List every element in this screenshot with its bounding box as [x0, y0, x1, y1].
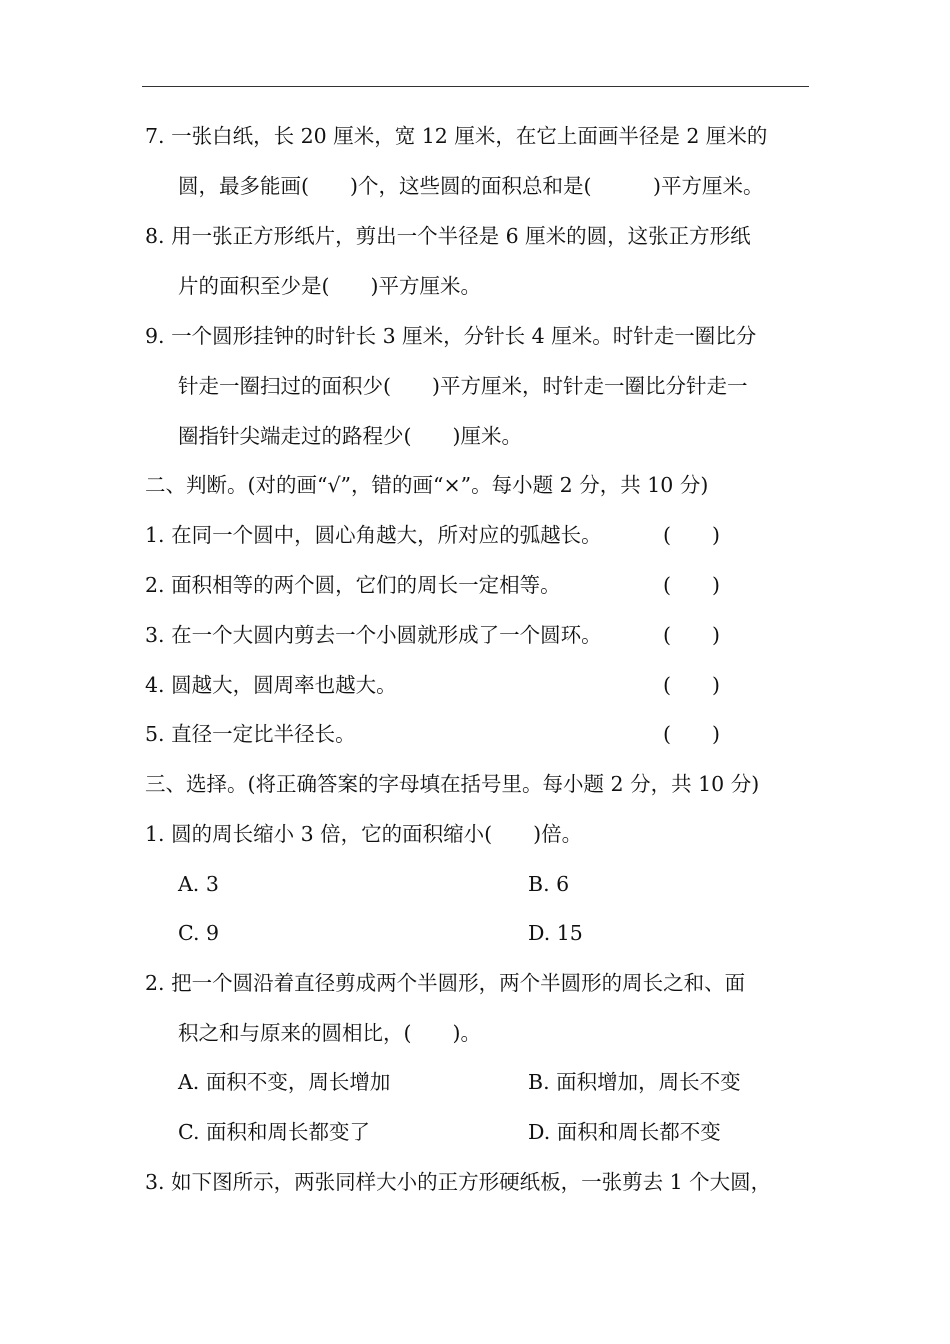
- judge-answer-1[interactable]: ( ): [663, 523, 720, 547]
- q8-text-1: 用一张正方形纸片，剪出一个半径是 6 厘米的圆，这张正方形纸: [171, 224, 751, 248]
- choice-q2-option-d[interactable]: D. 面积和周长都不变: [528, 1120, 721, 1144]
- q9-line1: [145, 322, 756, 350]
- q7-text-1: 一张白纸，长 20 厘米，宽 12 厘米，在它上面画半径是 2 厘米的: [171, 124, 768, 148]
- judge-answer-3[interactable]: ( ): [663, 623, 720, 647]
- choice-q1-option-c[interactable]: C. 9: [178, 921, 220, 945]
- q7-line2: 圆，最多能画( )个，这些圆的面积总和是( )平方厘米。: [178, 174, 764, 198]
- q9-text-1: 一个圆形挂钟的时针长 3 厘米，分针长 4 厘米。时针走一圈比分: [171, 324, 757, 348]
- q8-number: 8.: [145, 224, 165, 248]
- q8-line2: 片的面积至少是( )平方厘米。: [178, 274, 481, 298]
- choice-q1: 1. 圆的周长缩小 3 倍，它的面积缩小( )倍。: [145, 822, 583, 846]
- choice-q2-line1: 2. 把一个圆沿着直径剪成两个半圆形，两个半圆形的周长之和、面: [145, 971, 746, 995]
- judge-item-3: 3. 在一个大圆内剪去一个小圆就形成了一个圆环。: [145, 623, 602, 647]
- q9-line2: 针走一圈扫过的面积少( )平方厘米，时针走一圈比分针走一: [178, 374, 748, 398]
- section2-heading: 二、判断。(对的画“√”，错的画“×”。每小题 2 分，共 10 分): [145, 473, 709, 497]
- judge-answer-2[interactable]: ( ): [663, 573, 720, 597]
- choice-q2-option-c[interactable]: C. 面积和周长都变了: [178, 1120, 370, 1144]
- judge-item-2: 2. 面积相等的两个圆，它们的周长一定相等。: [145, 573, 561, 597]
- judge-answer-5[interactable]: ( ): [663, 722, 720, 746]
- choice-q2-option-b[interactable]: B. 面积增加，周长不变: [528, 1070, 741, 1094]
- judge-item-1: 1. 在同一个圆中，圆心角越大，所对应的弧越长。: [145, 523, 602, 547]
- judge-item-5: 5. 直径一定比半径长。: [145, 722, 356, 746]
- choice-q2-line2: 积之和与原来的圆相比，( )。: [178, 1021, 481, 1045]
- choice-q3-line1: 3. 如下图所示，两张同样大小的正方形硬纸板，一张剪去 1 个大圆，: [145, 1170, 772, 1194]
- q7-line1: [145, 122, 767, 150]
- choice-q1-option-a[interactable]: A. 3: [178, 872, 219, 896]
- q7-number: 7.: [145, 124, 165, 148]
- section3-heading: 三、选择。(将正确答案的字母填在括号里。每小题 2 分，共 10 分): [145, 772, 760, 796]
- choice-q1-option-b[interactable]: B. 6: [528, 872, 570, 896]
- judge-item-4: 4. 圆越大，圆周率也越大。: [145, 673, 397, 697]
- choice-q1-option-d[interactable]: D. 15: [528, 921, 583, 945]
- q9-line3: 圈指针尖端走过的路程少( )厘米。: [178, 424, 522, 448]
- header-rule: [142, 86, 809, 87]
- q9-number: 9.: [145, 324, 165, 348]
- judge-answer-4[interactable]: ( ): [663, 673, 720, 697]
- choice-q2-option-a[interactable]: A. 面积不变，周长增加: [178, 1070, 391, 1094]
- q8-line1: [145, 222, 751, 250]
